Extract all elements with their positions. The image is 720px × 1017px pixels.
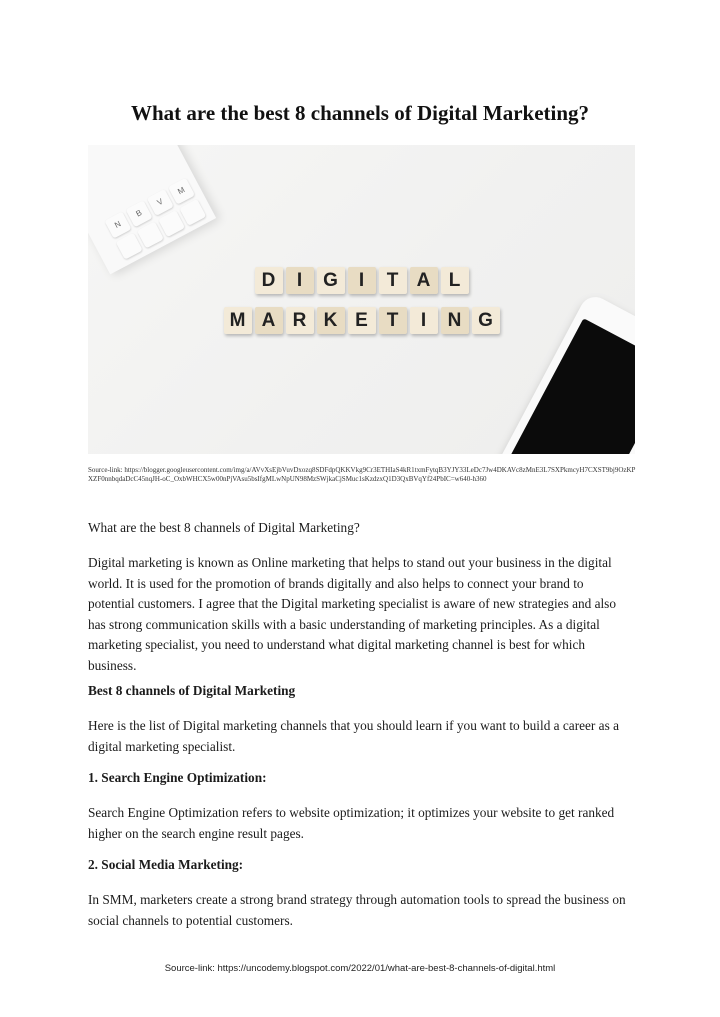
keyboard-key: B <box>126 200 153 227</box>
item1-heading: 1. Search Engine Optimization: <box>88 770 267 785</box>
letter-tile: M <box>224 307 252 334</box>
letter-tile: K <box>317 307 345 334</box>
hero-image <box>88 145 635 454</box>
letter-tile: D <box>255 267 283 294</box>
item1-text: Search Engine Optimization refers to website optimization; it optimizes your website to get ranked higher on the search engine result pages. <box>88 805 615 841</box>
keyboard-key <box>158 210 185 237</box>
item2-heading: 2. Social Media Marketing: <box>88 857 244 872</box>
letter-tile: A <box>255 307 283 334</box>
letter-tile: A <box>410 267 438 294</box>
letter-tile: T <box>379 307 407 334</box>
letter-tile: G <box>472 307 500 334</box>
intro-paragraph: Digital marketing is known as Online marketing that helps to stand out your business in the digital world. It is used for the promotion of brands digitally and also helps to connect your brand to potential customers. I agree that the Digital marketing specialist is aware of new strategies and also has strong communication skills with a basic understanding of marketing principles. As a digital marketing specialist, you need to understand what digital marketing channel is best for which business. <box>88 555 617 673</box>
keyboard-key <box>137 221 164 248</box>
letter-tile: I <box>286 267 314 294</box>
section-heading: Best 8 channels of Digital Marketing <box>88 683 296 698</box>
intro-question: What are the best 8 channels of Digital Marketing? <box>88 520 360 535</box>
keyboard-key: M <box>168 178 195 205</box>
section-intro: Here is the list of Digital marketing channels that you should learn if you want to build a career as a digital marketing specialist. <box>88 718 619 754</box>
tiles-marketing <box>88 307 635 334</box>
footer-source-link[interactable]: Source-link: https://uncodemy.blogspot.com/2022/01/what-are-best-8-channels-of-digital.html <box>164 963 556 974</box>
page-title: What are the best 8 channels of Digital Marketing? <box>130 101 590 125</box>
letter-tile: T <box>379 267 407 294</box>
keyboard-key <box>179 199 206 226</box>
letter-tile: N <box>441 307 469 334</box>
letter-tile: G <box>317 267 345 294</box>
keyboard-key: V <box>147 189 174 216</box>
keyboard-illustration <box>88 145 216 274</box>
letter-tile: E <box>348 307 376 334</box>
tiles-digital <box>88 267 635 294</box>
phone-screen <box>491 318 635 454</box>
item2-text: In SMM, marketers create a strong brand strategy through automation tools to spread the business on social channels to potential customers. <box>88 892 626 928</box>
letter-tile: L <box>441 267 469 294</box>
image-source-link[interactable]: Source-link: https://blogger.googleusercontent.com/img/a/AVvXsEjbVuvDxozq8SDFdpQKKVkg9Cr3ETHIaS4kR1txmFytqB3YJY33LeDc7Jw4DKAVc8zMnE3L7SXPkmcyH7CXST9bj9OzKPXZF0nnbqdaDcC45nqJH-oC_OxbWHCX5w00nPjVAsu5bsIfgMLwNpUN98MzSWjkaCjSMuc1sKzdzxQ1D3QxBVqYf24PbIC=w640-h360 <box>88 466 636 483</box>
letter-tile: R <box>286 307 314 334</box>
letter-tile: I <box>410 307 438 334</box>
keyboard-key <box>116 233 143 260</box>
letter-tile: I <box>348 267 376 294</box>
keyboard-key: N <box>104 211 131 238</box>
